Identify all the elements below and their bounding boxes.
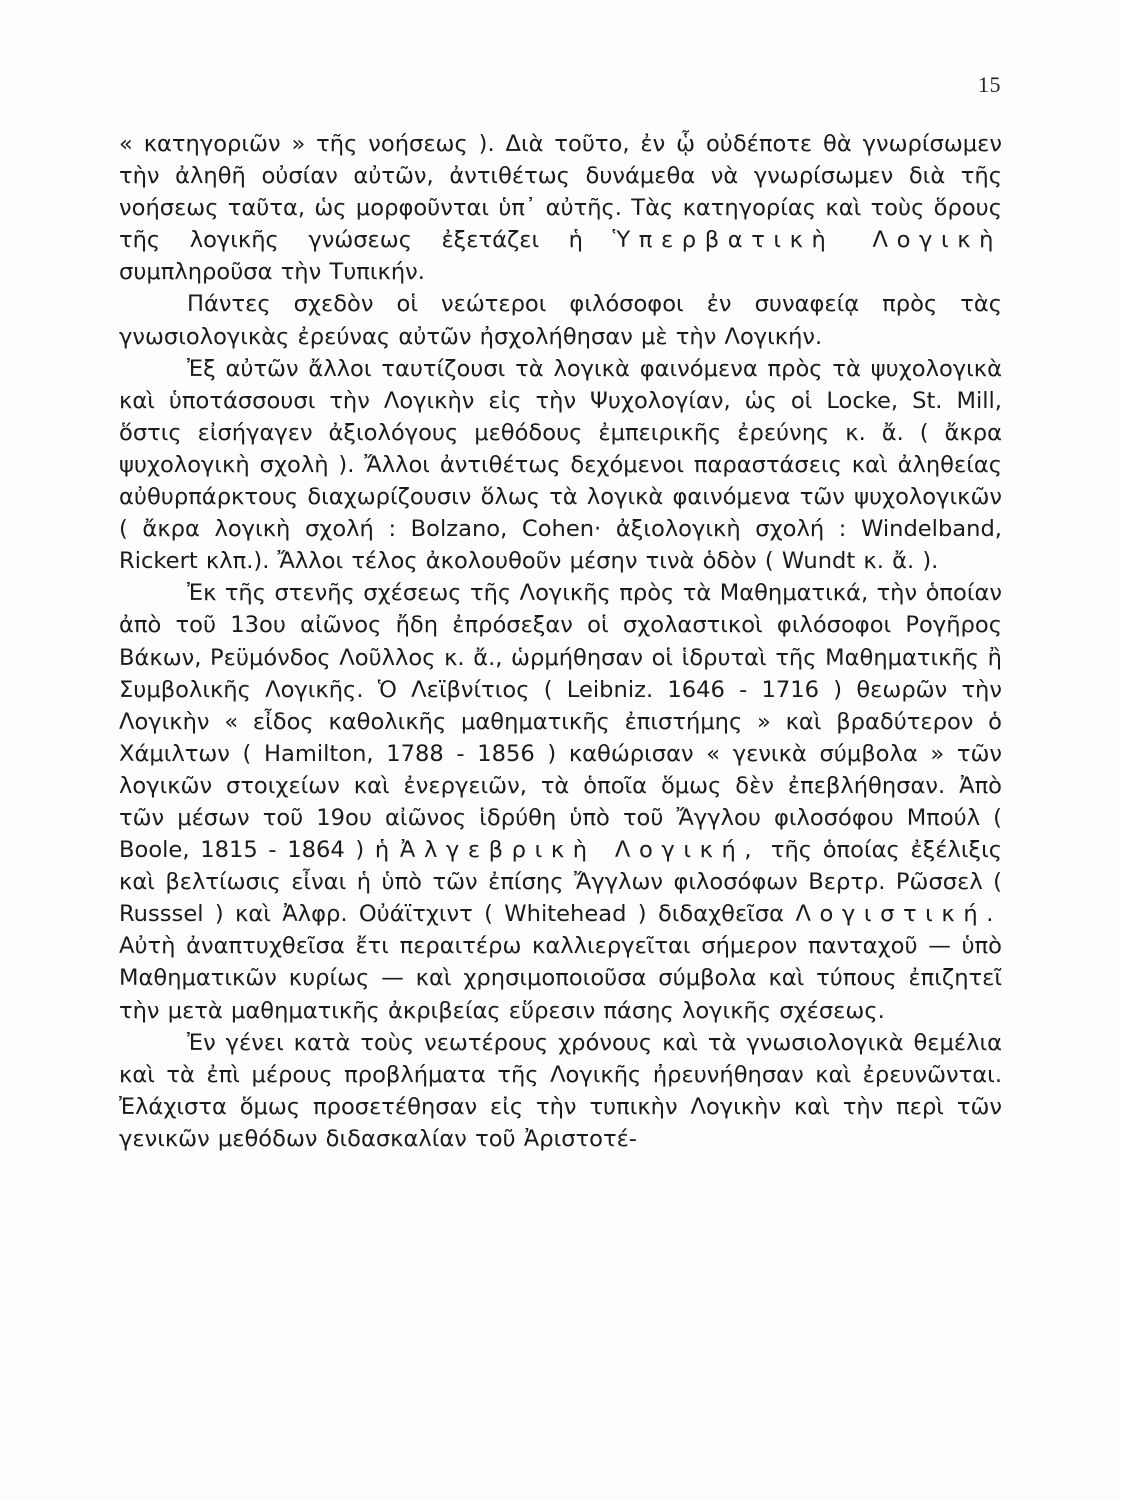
paragraph-1-spaced-term: Ὑπερβατικὴ Λογικὴ xyxy=(612,227,1003,254)
paragraph-4 xyxy=(119,577,1002,1026)
paragraph-5-text: Ἐν γένει κατὰ τοὺς νεωτέρους χρόνους καὶ τὰ γνωσιολογικὰ θεμέλια καὶ τὰ ἐπὶ μέρους προβλήματα τῆς Λογικῆς ἠρευνήθησαν καὶ ἐρευνῶνται. Ἐλάχιστα ὅμως προσετέθησαν εἰς τὴν τυπικὴν Λογικὴν καὶ τὴν περὶ τῶν γενικῶν μεθόδων διδασκαλίαν τοῦ Ἀριστοτέ- xyxy=(119,1029,1002,1152)
paragraph-3 xyxy=(119,353,1002,578)
paragraph-4-spaced-term-2: Λογιστική. xyxy=(795,901,1002,928)
paragraph-4-middle: τῆς ὁποίας ἐξέλιξις καὶ βελτίωσις εἶναι ἡ ὑπὸ τῶν ἐπίσης Ἄγγλων φιλοσόφων Βερτρ. Ρῶσσελ ( Russsel ) καὶ Ἀλφρ. Οὐάϊτχιντ ( Whitehead ) διδαχθεῖσα xyxy=(119,837,1002,928)
paragraph-1-tail: συμπληροῦσα τὴν Τυπικήν. xyxy=(119,259,425,286)
paragraph-3-text: Ἐξ αὐτῶν ἄλλοι ταυτίζουσι τὰ λογικὰ φαινόμενα πρὸς τὰ ψυχολογικὰ καὶ ὑποτάσσουσι τὴν Λογικὴν εἰς τὴν Ψυχολογίαν, ὡς οἱ Locke, St. Mill, ὅστις εἰσήγαγεν ἀξιολόγους μεθόδους ἐμπειρικῆς ἐρεύνης κ. ἄ. ( ἄκρα ψυχολογικὴ σχολὴ ). Ἄλλοι ἀντιθέτως δεχόμενοι παραστάσεις καὶ ἀληθείας αὐθυρπάρκτους διαχωρίζουσιν ὅλως τὰ λογικὰ φαινόμενα τῶν ψυχολογικῶν ( ἄκρα λογικὴ σχολή : Bolzano, Cohen· ἀξιολογικὴ σχολή : Windelband, Rickert κλπ.). Ἄλλοι τέλος ἀκολουθοῦν μέσην τινὰ ὁδὸν ( Wundt κ. ἄ. ). xyxy=(119,355,1002,575)
paragraph-4-tail: Αὐτὴ ἀναπτυχθεῖσα ἔτι περαιτέρω καλλιεργεῖται σήμερον πανταχοῦ — ὑπὸ Μαθηματικῶν κυρίως — καὶ χρησιμοποιοῦσα σύμβολα καὶ τύπους ἐπιζητεῖ τὴν μετὰ μαθηματικῆς ἀκριβείας εὕρεσιν πάσης λογικῆς σχέσεως. xyxy=(119,933,1002,1024)
paragraph-4-spaced-term-1: Ἀλγεβρικὴ Λογική, xyxy=(399,837,761,864)
paragraph-1 xyxy=(119,128,1002,288)
paragraph-5 xyxy=(119,1027,1002,1155)
paragraph-4-text: Ἐκ τῆς στενῆς σχέσεως τῆς Λογικῆς πρὸς τὰ Μαθηματικά, τὴν ὁποίαν ἀπὸ τοῦ 13ου αἰῶνος ἤδη ἐπρόσεξαν οἱ σχολαστικοὶ φιλόσοφοι Ρογῆρος Βάκων, Ρεϋμόνδος Λοῦλλος κ. ἄ., ὡρμήθησαν οἱ ἱδρυταὶ τῆς Μαθηματικῆς ἢ Συμβολικῆς Λογικῆς. Ὁ Λεϊβνίτιος ( Leibniz. 1646 - 1716 ) θεωρῶν τὴν Λογικὴν « εἶδος καθολικῆς μαθηματικῆς ἐπιστήμης » καὶ βραδύτερον ὁ Χάμιλτων ( Hamilton, 1788 - 1856 ) καθώρισαν « γενικὰ σύμβολα » τῶν λογικῶν στοιχείων καὶ ἐνεργειῶν, τὰ ὁποῖα ὅμως δὲν ἐπεβλήθησαν. Ἀπὸ τῶν μέσων τοῦ 19ου αἰῶνος ἱδρύθη ὑπὸ τοῦ Ἄγγλου φιλοσόφου Μπούλ ( Boole, 1815 - 1864 ) ἡ xyxy=(119,580,1002,864)
body-text xyxy=(119,128,1002,1155)
paragraph-2 xyxy=(119,288,1002,352)
paragraph-1-text: « κατηγοριῶν » τῆς νοήσεως ). Διὰ τοῦτο, ἐν ᾧ οὐδέποτε θὰ γνωρίσωμεν τὴν ἀληθῆ οὐσίαν αὐτῶν, ἀντιθέτως δυνάμεθα νὰ γνωρίσωμεν διὰ τῆς νοήσεως ταῦτα, ὡς μορφοῦνται ὑπ᾽ αὐτῆς. Τὰς κατηγορίας καὶ τοὺς ὅρους τῆς λογικῆς γνώσεως ἐξετάζει ἡ xyxy=(119,131,1002,254)
paragraph-2-text: Πάντες σχεδὸν οἱ νεώτεροι φιλόσοφοι ἐν συναφείᾳ πρὸς τὰς γνωσιολογικὰς ἐρεύνας αὐτῶν ἠσχολήθησαν μὲ τὴν Λογικήν. xyxy=(119,291,1002,350)
page-number: 15 xyxy=(978,72,1001,97)
